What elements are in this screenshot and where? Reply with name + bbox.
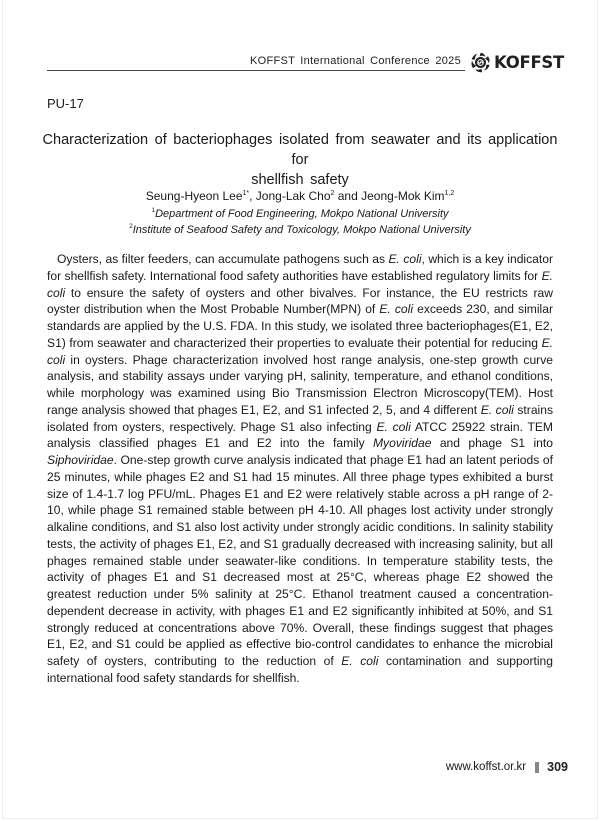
page-number: 309 xyxy=(547,760,568,774)
abstract-italic-term: E. coli xyxy=(379,302,414,317)
author-affiliation-marker: 1,2 xyxy=(444,190,455,197)
abstract-italic-term: Siphoviridae xyxy=(47,453,114,467)
author-name: Jeong-Mok Kim xyxy=(361,189,445,203)
abstract-text-run: exceeds 230, and similar standards are applied by the U.S. FDA. In this study, we isolated three bacteriophages(E1, E2, S1) from seawater and characterized their properties to evaluate their potential for reducing xyxy=(47,302,553,350)
abstract-text-run: to ensure the safety of oysters and other bivalves. For instance, the EU restricts raw oyster distribution when the Most Probable Number(MPN) of xyxy=(47,285,553,317)
conference-name: KOFFST International Conference 2025 xyxy=(249,55,461,67)
poster-code: PU-17 xyxy=(47,96,84,111)
affiliation-1-marker: 1 xyxy=(151,207,156,214)
author-name: Jong-Lak Cho xyxy=(255,189,331,203)
abstract-text-run: ATCC 25922 strain. TEM analysis classified phages E1 and E2 into the family xyxy=(47,419,553,451)
abstract-italic-term: E. coli xyxy=(388,252,422,266)
koffst-logo-text: KOFFST xyxy=(494,52,564,72)
abstract-text-run: , which is a key indicator for shellfish safety. International food safety authorities have established regulatory limits for xyxy=(47,252,554,283)
affiliation-1-text: Department of Food Engineering, Mokpo National University xyxy=(155,208,449,220)
author-separator: , xyxy=(249,189,256,203)
affiliation-2-text: Institute of Seafood Safety and Toxicology, Mokpo National University xyxy=(132,224,471,236)
affiliation-2-marker: 2 xyxy=(129,223,133,230)
author-affiliation-marker: 1* xyxy=(242,190,250,197)
koffst-logo xyxy=(470,51,564,73)
abstract-text-run: in oysters. Phage characterization involved host range analysis, one-step growth curve analysis, and stability assays under varying pH, salinity, temperature, and ethanol conditions, while morphology was examined using Bio Transmission Electron Microscopy(TEM). Host range analysis showed that phages E1, E2, and S1 infected 2, 5, and 4 different xyxy=(47,352,553,417)
paper-title-line-1: Characterization of bacteriophages isolated from seawater and its application for xyxy=(42,132,558,168)
website-url: www.koffst.or.kr xyxy=(445,761,527,773)
abstract-italic-term: E. coli xyxy=(47,335,553,367)
abstract-text-run: . One-step growth curve analysis indicated that phage E1 had an latent periods of 25 minutes, while phages E2 and S1 had 15 minutes. All three phage types exhibited a burst size of 1.4-1.7 log PFU/mL. Phages E1 and E2 were relatively stable across a pH range of 2-10, while phage S1 remained stable between pH 4-10. All phages lost activity under strongly alkaline conditions, and S1 also lost activity under strongly acidic conditions. In salinity stability tests, the activity of phages E1, E2, and S1 gradually decreased with increasing salinity, but all phages remained stable under seawater-like conditions. In temperature stability tests, the activity of phages E1 and S1 decreased most at 25°C, whereas phage E2 showed the greatest reduction under 5% salinity at 25°C. Ethanol treatment caused a concentration-dependent decrease in activity, with phages E1 and E2 significantly inhibited at 50%, and S1 strongly reduced at concentrations above 70%. Overall, these findings suggest that phages E1, E2, and S1 could be applied as effective bio-control candidates to enhance the microbial safety of oysters, contributing to the reduction of xyxy=(47,453,553,668)
running-header xyxy=(47,52,465,71)
author-list xyxy=(40,186,560,204)
paper-title xyxy=(40,130,560,190)
paper-title-line-2: shellfish safety xyxy=(251,172,349,188)
abstract-italic-term: Myoviridae xyxy=(372,436,432,451)
abstract-text-run: contamination and supporting international food safety standards for shellfish. xyxy=(47,654,553,685)
abstract-text-run: strains isolated from oysters, respectively. Phage S1 also infecting xyxy=(47,402,554,434)
author-affiliation-marker: 2 xyxy=(330,190,335,197)
abstract-text-run: Oysters, as filter feeders, can accumulate pathogens such as xyxy=(57,252,389,266)
page-footer xyxy=(446,760,568,774)
author-name: Seung-Hyeon Lee xyxy=(145,189,243,203)
abstract-italic-term: E. coli xyxy=(376,419,411,434)
abstract-italic-term: E. coli xyxy=(480,402,514,417)
abstract-italic-term: E. coli xyxy=(341,654,379,668)
affiliation-2 xyxy=(40,219,560,238)
footer-separator xyxy=(535,762,539,773)
abstract-body xyxy=(47,251,553,687)
koffst-swirl-logo-icon xyxy=(470,52,491,73)
abstract-text-run: and phage S1 into xyxy=(431,436,553,451)
author-separator: and xyxy=(334,189,362,203)
abstract-italic-term: E. coli xyxy=(47,268,553,300)
